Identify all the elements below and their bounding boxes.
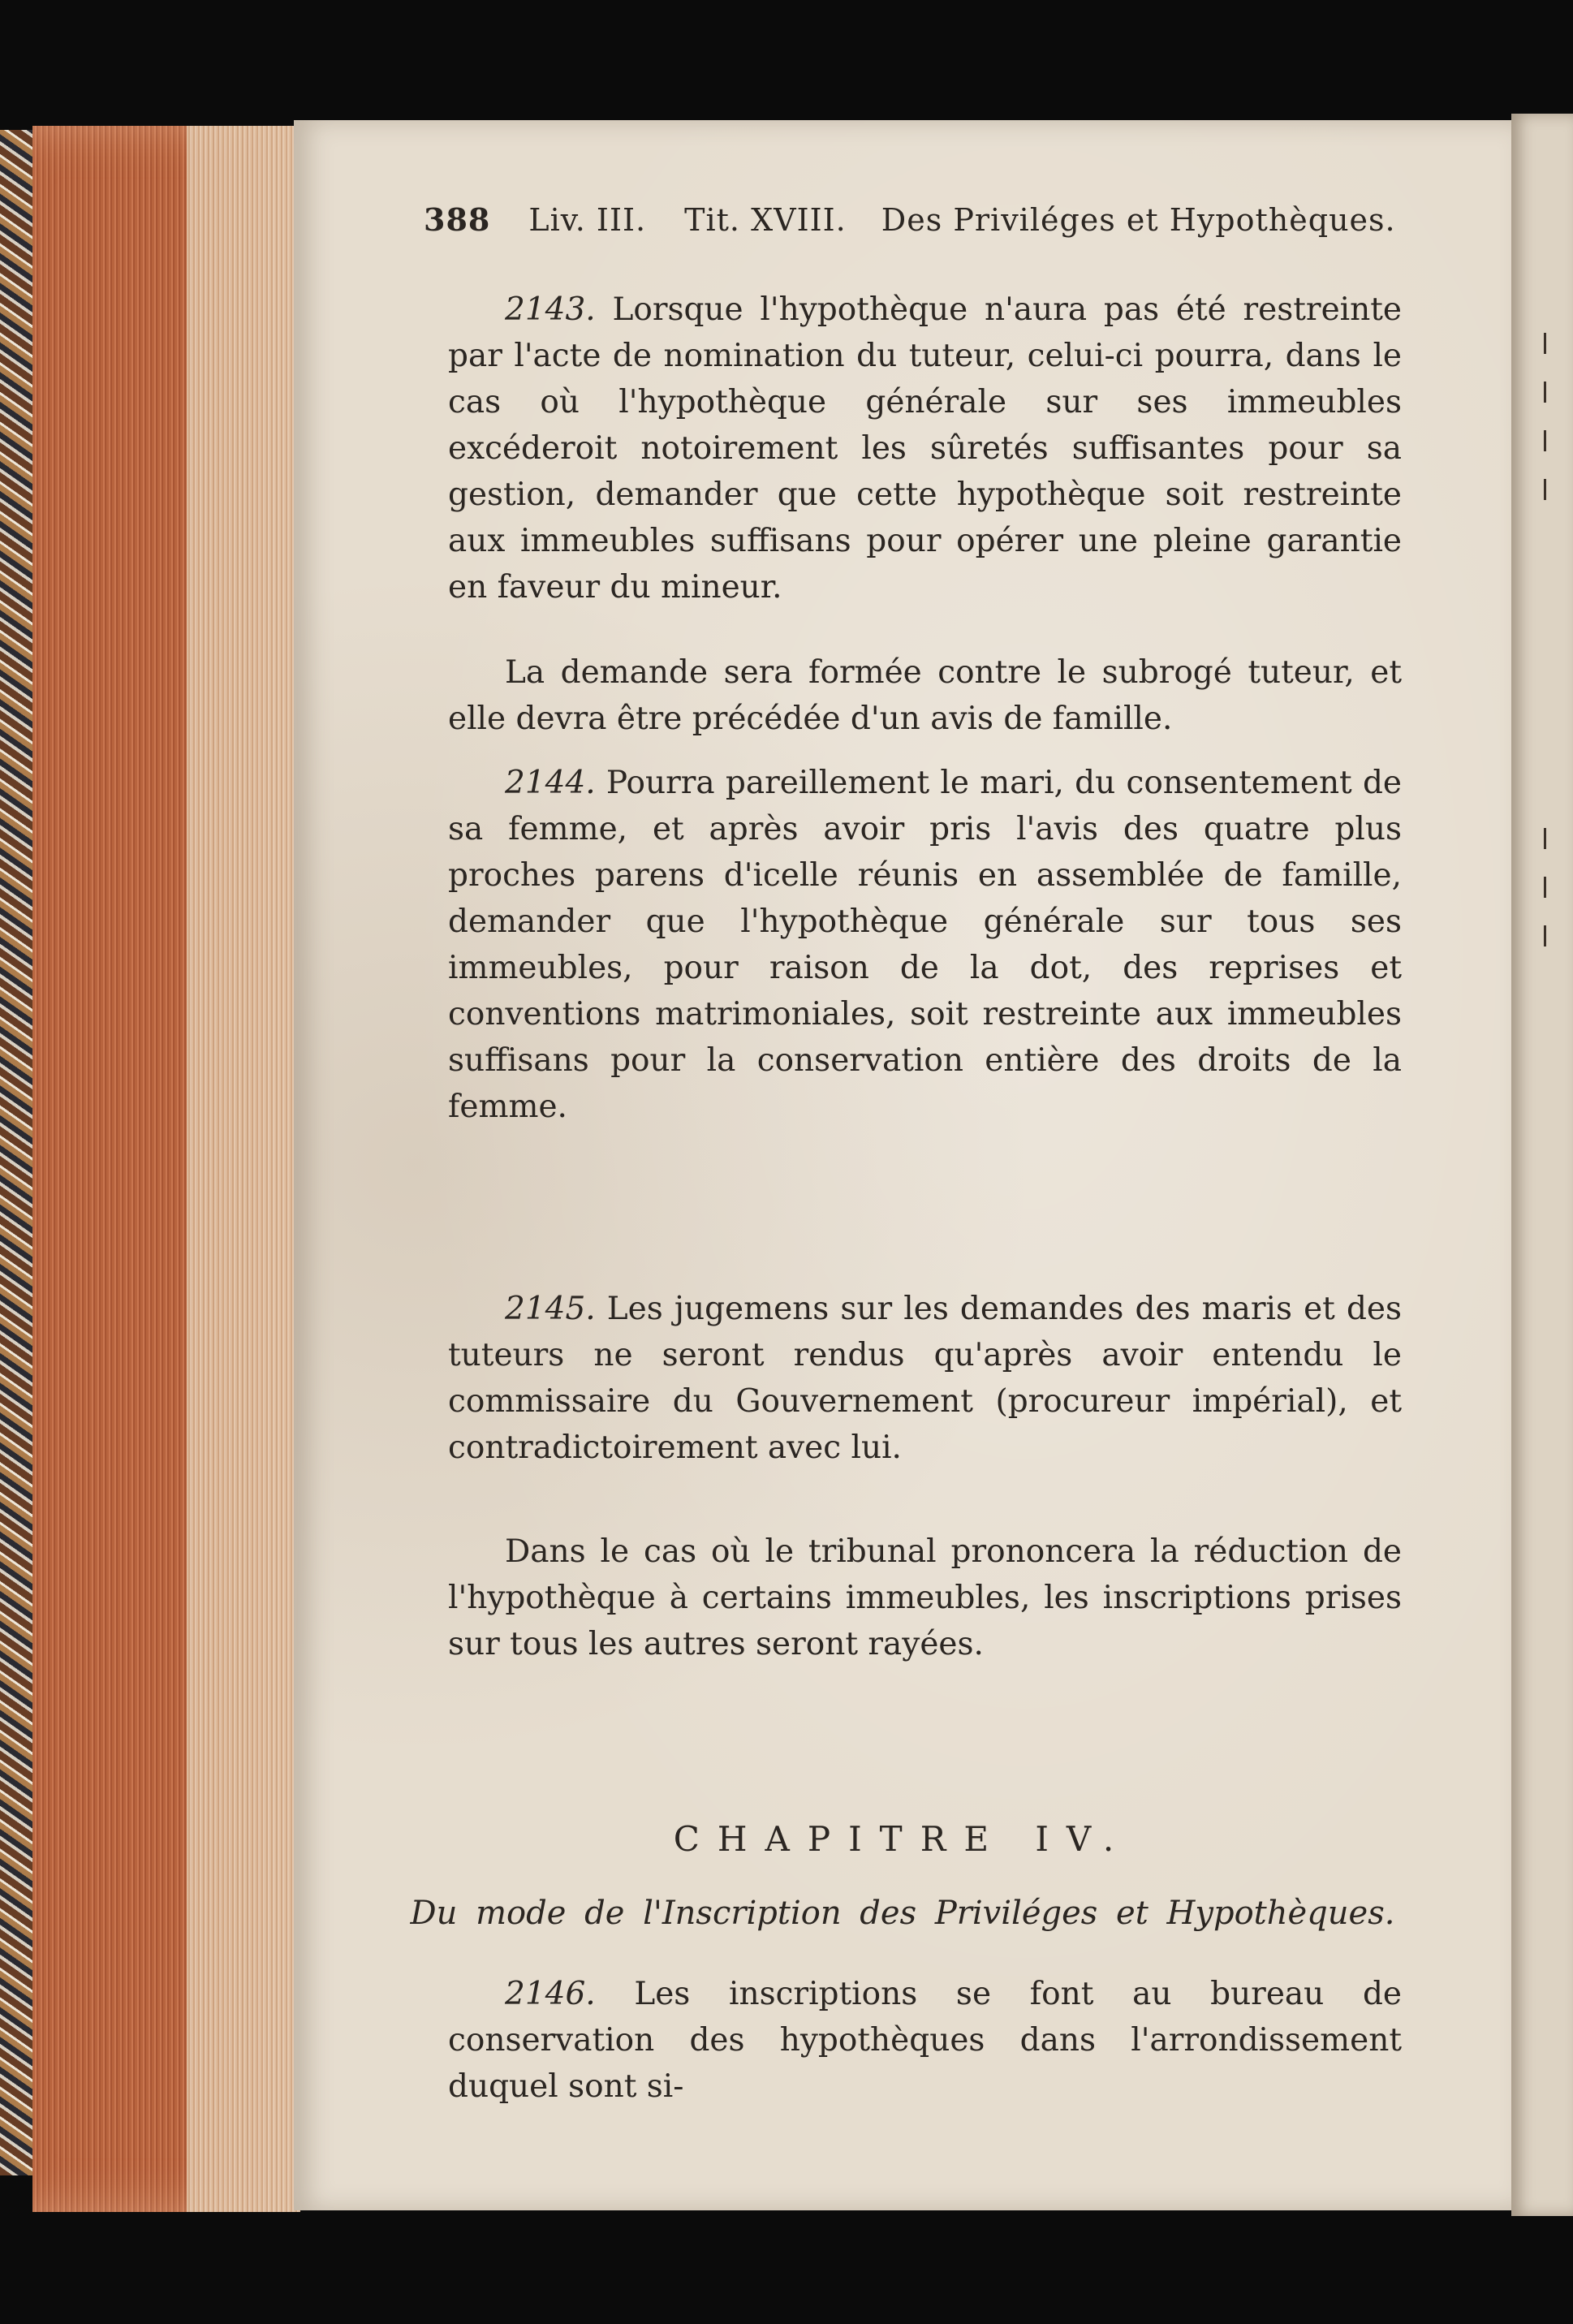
- running-header: [424, 201, 1396, 238]
- chapter-subtitle: Du mode de l'Inscription des Priviléges et Hypothèques.: [410, 1895, 1395, 1932]
- text-fragment-mark: [1544, 382, 1546, 403]
- section-title: Des Priviléges et Hypothèques.: [881, 202, 1396, 238]
- article-2143: [448, 287, 1402, 610]
- text-fragment-mark: [1544, 828, 1546, 849]
- article-text: Pourra pareillement le mari, du consentement de sa femme, et après avoir pris l'avis des quatre plus proches parens d'icelle réunis en assemblée de famille, demander que l'hypothèque générale sur tous ses immeubles, pour raison de la dot, des reprises et conventions matrimoniales, soit restreinte aux immeubles suffisans pour la conservation entière des droits de la femme.: [448, 765, 1402, 1125]
- chapter-heading: CHAPITRE IV.: [673, 1819, 1132, 1859]
- title-number: Tit. XVIII.: [684, 202, 847, 238]
- article-2145: [448, 1286, 1402, 1471]
- article-number: 2145.: [505, 1291, 596, 1327]
- article-text: Dans le cas où le tribunal prononcera la réduction de l'hypothèque à certains immeubles, les inscriptions prises sur tous les autres seront rayées.: [448, 1533, 1402, 1662]
- facing-page-sliver: [1511, 114, 1573, 2216]
- text-fragment-mark: [1544, 877, 1546, 898]
- article-2145-paragraph-2: [448, 1528, 1402, 1667]
- article-text: Lorsque l'hypothèque n'aura pas été restreinte par l'acte de nomination du tuteur, celui-ci pourra, dans le cas où l'hypothèque générale sur ses immeubles excéderoit notoirement les sûretés suffisantes pour sa gestion, demander que cette hypothèque soit restreinte aux immeubles suffisans pour opérer une pleine garantie en faveur du mineur.: [448, 291, 1402, 606]
- article-2143-paragraph-2: [448, 649, 1402, 742]
- article-number: 2143.: [505, 291, 596, 328]
- text-fragment-mark: [1544, 430, 1546, 451]
- page-number: 388: [424, 201, 491, 238]
- text-fragment-mark: [1544, 479, 1546, 500]
- book-page: [294, 120, 1511, 2210]
- article-2144: [448, 760, 1402, 1130]
- article-number: 2144.: [505, 765, 596, 801]
- text-fragment-mark: [1544, 333, 1546, 354]
- article-2146: [448, 1971, 1402, 2110]
- article-text: Les inscriptions se font au bureau de conservation des hypothèques dans l'arrondissement duquel sont si-: [448, 1976, 1402, 2105]
- book-number: Liv. III.: [528, 202, 647, 238]
- article-text: Les jugemens sur les demandes des maris et des tuteurs ne seront rendus qu'après avoir entendu le commissaire du Gouvernement (procureur impérial), et contradictoirement avec lui.: [448, 1291, 1402, 1466]
- article-number: 2146.: [505, 1976, 596, 2012]
- page-stack-edge: [32, 126, 300, 2212]
- article-text: La demande sera formée contre le subrogé tuteur, et elle devra être précédée d'un avis de famille.: [448, 654, 1402, 737]
- text-fragment-mark: [1544, 925, 1546, 946]
